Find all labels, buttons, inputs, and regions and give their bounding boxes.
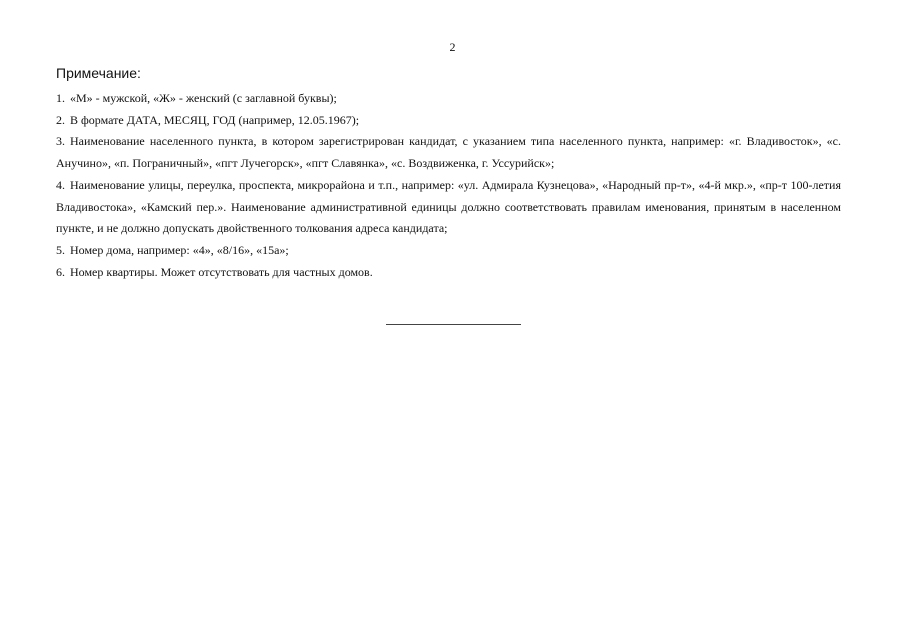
note-item-5 <box>56 240 841 262</box>
notes-heading: Примечание: <box>56 65 141 81</box>
note-item-6 <box>56 262 841 284</box>
note-item-4 <box>56 175 841 240</box>
note-number: 4. <box>56 177 65 192</box>
notes-list <box>56 88 841 283</box>
note-text: Наименование улицы, переулка, проспекта, микрорайона и т.п., например: «ул. Адмирала Кузнецова», «Народный пр-т», «4-й мкр.», «пр-т 100-летия Владивостока», «Камский пер.». Наименование административной единицы должно соответствовать правилам именования, принятым в населенном пункте, и не должно допускать двойственного толкования адреса кандидата; <box>56 177 841 236</box>
end-divider-line <box>386 324 521 325</box>
note-text: В формате ДАТА, МЕСЯЦ, ГОД (например, 12.05.1967); <box>70 112 360 127</box>
note-number: 3. <box>56 134 65 149</box>
note-item-1 <box>56 88 841 110</box>
note-item-2 <box>56 110 841 132</box>
note-number: 6. <box>56 264 65 279</box>
page-number: 2 <box>449 40 456 54</box>
note-number: 5. <box>56 242 65 257</box>
note-text: Номер дома, например: «4», «8/16», «15а»; <box>70 242 289 257</box>
note-number: 1. <box>56 91 65 105</box>
note-text: Номер квартиры. Может отсутствовать для частных домов. <box>70 264 373 279</box>
note-number: 2. <box>56 112 65 127</box>
note-item-3 <box>56 131 841 174</box>
note-text: Наименование населенного пункта, в котором зарегистрирован кандидат, с указанием типа населенного пункта, например: «г. Владивосток», «с. Анучино», «п. Пограничный», «пгт Лучегорск», «пгт Славянка», «с. Воздвиженка, г. Уссурийск»; <box>56 134 841 171</box>
note-text: «М» - мужской, «Ж» - женский (с заглавной буквы); <box>70 91 337 105</box>
